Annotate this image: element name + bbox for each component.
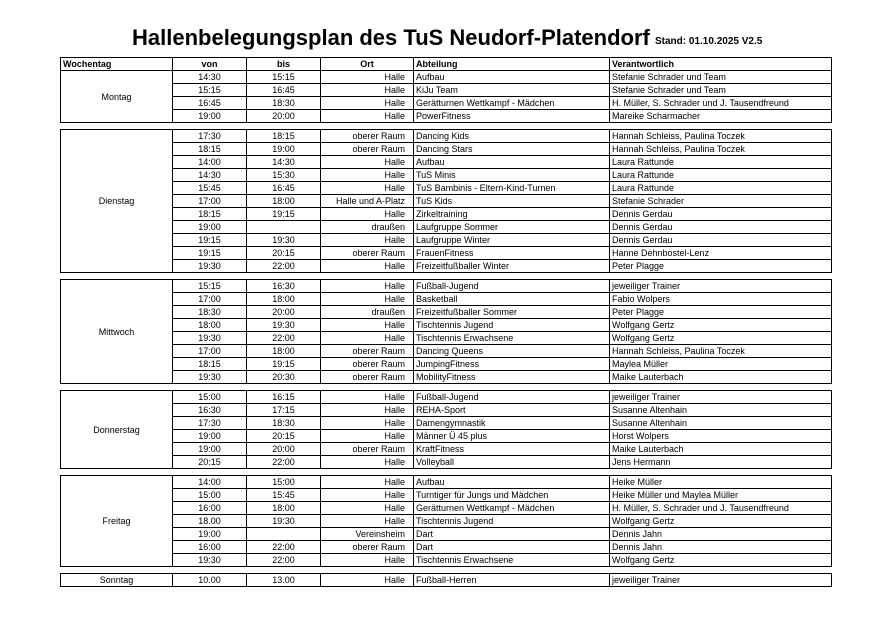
department-cell: Fußball-Jugend [414, 280, 610, 293]
location-cell: Halle [321, 97, 414, 110]
department-cell: PowerFitness [414, 110, 610, 123]
version-stamp: Stand: 01.10.2025 V2.5 [655, 36, 763, 47]
responsible-cell: Dennis Gerdau [610, 234, 832, 247]
department-cell: TuS Minis [414, 169, 610, 182]
table-row [61, 358, 832, 371]
start-time-cell: 10.00 [173, 574, 247, 587]
location-cell: oberer Raum [321, 345, 414, 358]
start-time-cell: 17:00 [173, 293, 247, 306]
weekday-cell: Dienstag [61, 130, 173, 273]
table-row [61, 489, 832, 502]
location-cell: Halle [321, 332, 414, 345]
table-row [61, 208, 832, 221]
department-cell: Aufbau [414, 71, 610, 84]
table-row [61, 110, 832, 123]
end-time-cell: 16:45 [247, 182, 321, 195]
responsible-cell: Heike Müller [610, 476, 832, 489]
responsible-cell: Stefanie Schrader und Team [610, 84, 832, 97]
end-time-cell: 18:15 [247, 130, 321, 143]
department-cell: Turntiger für Jungs und Mädchen [414, 489, 610, 502]
table-row [61, 84, 832, 97]
department-cell: KraftFitness [414, 443, 610, 456]
page-title: Hallenbelegungsplan des TuS Neudorf-Platendorf [132, 25, 650, 50]
start-time-cell: 18:15 [173, 208, 247, 221]
end-time-cell: 15:15 [247, 71, 321, 84]
start-time-cell: 14:00 [173, 476, 247, 489]
start-time-cell: 17:00 [173, 195, 247, 208]
start-time-cell: 20:15 [173, 456, 247, 469]
start-time-cell: 15:15 [173, 280, 247, 293]
table-row [61, 332, 832, 345]
table-row [61, 404, 832, 417]
department-cell: Damengymnastik [414, 417, 610, 430]
end-time-cell: 16:45 [247, 84, 321, 97]
responsible-cell: Dennis Jahn [610, 528, 832, 541]
end-time-cell: 15:00 [247, 476, 321, 489]
department-cell: KiJu Team [414, 84, 610, 97]
table-row [61, 430, 832, 443]
department-cell: Gerätturnen Wettkampf - Mädchen [414, 97, 610, 110]
department-cell: Dancing Kids [414, 130, 610, 143]
location-cell: draußen [321, 221, 414, 234]
responsible-cell: Dennis Jahn [610, 541, 832, 554]
start-time-cell: 19:15 [173, 234, 247, 247]
location-cell: Halle [321, 293, 414, 306]
start-time-cell: 15:00 [173, 391, 247, 404]
start-time-cell: 14:30 [173, 71, 247, 84]
department-cell: Fußball-Herren [414, 574, 610, 587]
location-cell: Halle [321, 502, 414, 515]
header-bis: bis [247, 58, 321, 71]
weekday-cell: Montag [61, 71, 173, 123]
end-time-cell: 22:00 [247, 456, 321, 469]
start-time-cell: 18:30 [173, 306, 247, 319]
end-time-cell: 16:30 [247, 280, 321, 293]
table-row [61, 234, 832, 247]
responsible-cell: Hannah Schleiss, Paulina Toczek [610, 345, 832, 358]
end-time-cell: 22:00 [247, 260, 321, 273]
table-row [61, 574, 832, 587]
department-cell: Basketball [414, 293, 610, 306]
start-time-cell: 17:30 [173, 417, 247, 430]
table-row [61, 221, 832, 234]
weekday-cell: Freitag [61, 476, 173, 567]
end-time-cell: 20:15 [247, 430, 321, 443]
location-cell: Halle [321, 489, 414, 502]
table-row [61, 476, 832, 489]
responsible-cell: Stefanie Schrader und Team [610, 71, 832, 84]
location-cell: Vereinsheim [321, 528, 414, 541]
table-row [61, 97, 832, 110]
location-cell: Halle [321, 234, 414, 247]
header-verantwortlich: Verantwortlich [610, 58, 832, 71]
start-time-cell: 19:15 [173, 247, 247, 260]
end-time-cell: 20:00 [247, 443, 321, 456]
start-time-cell: 17:00 [173, 345, 247, 358]
end-time-cell: 18:30 [247, 97, 321, 110]
start-time-cell: 18:15 [173, 143, 247, 156]
department-cell: FrauenFitness [414, 247, 610, 260]
responsible-cell: jeweiliger Trainer [610, 574, 832, 587]
department-cell: Zirkeltraining [414, 208, 610, 221]
table-row [61, 247, 832, 260]
department-cell: Gerätturnen Wettkampf - Mädchen [414, 502, 610, 515]
day-separator [61, 123, 832, 130]
department-cell: MobilityFitness [414, 371, 610, 384]
end-time-cell: 18:00 [247, 345, 321, 358]
responsible-cell: Wolfgang Gertz [610, 332, 832, 345]
table-row [61, 130, 832, 143]
department-cell: Tischtennis Erwachsene [414, 554, 610, 567]
separator-cell [61, 567, 832, 574]
location-cell: Halle [321, 554, 414, 567]
header-abteilung: Abteilung [414, 58, 610, 71]
table-row [61, 169, 832, 182]
department-cell: Aufbau [414, 476, 610, 489]
department-cell: Dart [414, 528, 610, 541]
table-row [61, 443, 832, 456]
location-cell: Halle [321, 71, 414, 84]
department-cell: Aufbau [414, 156, 610, 169]
schedule-body [61, 71, 832, 587]
table-row [61, 306, 832, 319]
responsible-cell: Horst Wolpers [610, 430, 832, 443]
separator-cell [61, 123, 832, 130]
end-time-cell: 18:00 [247, 293, 321, 306]
start-time-cell: 19:00 [173, 528, 247, 541]
location-cell: oberer Raum [321, 541, 414, 554]
end-time-cell: 19:30 [247, 515, 321, 528]
end-time-cell: 18:00 [247, 195, 321, 208]
location-cell: oberer Raum [321, 247, 414, 260]
responsible-cell: Dennis Gerdau [610, 221, 832, 234]
responsible-cell: Mareike Scharmacher [610, 110, 832, 123]
responsible-cell: Jens Hermann [610, 456, 832, 469]
responsible-cell: Maike Lauterbach [610, 371, 832, 384]
weekday-cell: Mittwoch [61, 280, 173, 384]
start-time-cell: 19:30 [173, 371, 247, 384]
table-row [61, 71, 832, 84]
end-time-cell [247, 528, 321, 541]
responsible-cell: jeweiliger Trainer [610, 280, 832, 293]
department-cell: Tischtennis Jugend [414, 515, 610, 528]
responsible-cell: Laura Rattunde [610, 169, 832, 182]
location-cell: Halle [321, 280, 414, 293]
location-cell: Halle [321, 319, 414, 332]
end-time-cell: 13.00 [247, 574, 321, 587]
schedule-container [60, 57, 832, 587]
responsible-cell: Hannah Schleiss, Paulina Toczek [610, 130, 832, 143]
responsible-cell: Maike Lauterbach [610, 443, 832, 456]
location-cell: Halle [321, 182, 414, 195]
department-cell: Tischtennis Erwachsene [414, 332, 610, 345]
location-cell: oberer Raum [321, 443, 414, 456]
end-time-cell: 16:15 [247, 391, 321, 404]
table-row [61, 502, 832, 515]
day-separator [61, 384, 832, 391]
location-cell: Halle [321, 110, 414, 123]
start-time-cell: 16:45 [173, 97, 247, 110]
start-time-cell: 14:30 [173, 169, 247, 182]
table-row [61, 554, 832, 567]
table-row [61, 156, 832, 169]
location-cell: Halle [321, 404, 414, 417]
table-row [61, 345, 832, 358]
start-time-cell: 19:30 [173, 554, 247, 567]
day-separator [61, 469, 832, 476]
responsible-cell: Susanne Altenhain [610, 417, 832, 430]
responsible-cell: jeweiliger Trainer [610, 391, 832, 404]
end-time-cell: 19:30 [247, 234, 321, 247]
end-time-cell: 15:45 [247, 489, 321, 502]
start-time-cell: 19:00 [173, 430, 247, 443]
end-time-cell: 22:00 [247, 541, 321, 554]
day-separator [61, 273, 832, 280]
responsible-cell: Hannah Schleiss, Paulina Toczek [610, 143, 832, 156]
start-time-cell: 15:45 [173, 182, 247, 195]
header-von: von [173, 58, 247, 71]
end-time-cell: 18:00 [247, 502, 321, 515]
table-row [61, 280, 832, 293]
end-time-cell: 17:15 [247, 404, 321, 417]
responsible-cell: H. Müller, S. Schrader und J. Tausendfreund [610, 97, 832, 110]
table-row [61, 182, 832, 195]
end-time-cell [247, 221, 321, 234]
end-time-cell: 20:00 [247, 306, 321, 319]
end-time-cell: 19:00 [247, 143, 321, 156]
start-time-cell: 14:00 [173, 156, 247, 169]
responsible-cell: Maylea Müller [610, 358, 832, 371]
weekday-cell: Sonntag [61, 574, 173, 587]
department-cell: Tischtennis Jugend [414, 319, 610, 332]
department-cell: TuS Kids [414, 195, 610, 208]
location-cell: Halle [321, 456, 414, 469]
day-separator [61, 567, 832, 574]
table-row [61, 515, 832, 528]
end-time-cell: 22:00 [247, 332, 321, 345]
title-row [0, 24, 890, 54]
start-time-cell: 19:00 [173, 443, 247, 456]
department-cell: JumpingFitness [414, 358, 610, 371]
department-cell: Laufgruppe Sommer [414, 221, 610, 234]
responsible-cell: Hanne Dehnbostel-Lenz [610, 247, 832, 260]
department-cell: Freizeitfußballer Sommer [414, 306, 610, 319]
location-cell: Halle und A-Platz [321, 195, 414, 208]
start-time-cell: 16:00 [173, 502, 247, 515]
table-row [61, 456, 832, 469]
start-time-cell: 17:30 [173, 130, 247, 143]
start-time-cell: 18.00 [173, 515, 247, 528]
table-row [61, 391, 832, 404]
start-time-cell: 18:15 [173, 358, 247, 371]
location-cell: Halle [321, 260, 414, 273]
end-time-cell: 14:30 [247, 156, 321, 169]
table-row [61, 528, 832, 541]
start-time-cell: 19:00 [173, 110, 247, 123]
location-cell: draußen [321, 306, 414, 319]
department-cell: Freizeitfußballer Winter [414, 260, 610, 273]
start-time-cell: 19:30 [173, 260, 247, 273]
responsible-cell: Dennis Gerdau [610, 208, 832, 221]
table-row [61, 371, 832, 384]
location-cell: Halle [321, 391, 414, 404]
schedule-table [60, 57, 832, 587]
end-time-cell: 20:30 [247, 371, 321, 384]
department-cell: Dart [414, 541, 610, 554]
start-time-cell: 15:15 [173, 84, 247, 97]
department-cell: Fußball-Jugend [414, 391, 610, 404]
separator-cell [61, 469, 832, 476]
location-cell: oberer Raum [321, 130, 414, 143]
location-cell: Halle [321, 430, 414, 443]
start-time-cell: 19:30 [173, 332, 247, 345]
responsible-cell: Susanne Altenhain [610, 404, 832, 417]
end-time-cell: 20:15 [247, 247, 321, 260]
location-cell: Halle [321, 208, 414, 221]
location-cell: Halle [321, 169, 414, 182]
responsible-cell: Wolfgang Gertz [610, 554, 832, 567]
responsible-cell: Wolfgang Gertz [610, 515, 832, 528]
responsible-cell: Peter Plagge [610, 306, 832, 319]
end-time-cell: 20:00 [247, 110, 321, 123]
end-time-cell: 19:15 [247, 358, 321, 371]
table-row [61, 541, 832, 554]
responsible-cell: Laura Rattunde [610, 182, 832, 195]
department-cell: Männer Ü 45 plus [414, 430, 610, 443]
responsible-cell: Stefanie Schrader [610, 195, 832, 208]
department-cell: REHA-Sport [414, 404, 610, 417]
header-wochentag: Wochentag [61, 58, 173, 71]
location-cell: Halle [321, 156, 414, 169]
responsible-cell: Fabio Wolpers [610, 293, 832, 306]
department-cell: Dancing Stars [414, 143, 610, 156]
header-row [61, 58, 832, 71]
location-cell: oberer Raum [321, 371, 414, 384]
end-time-cell: 18:30 [247, 417, 321, 430]
department-cell: Dancing Queens [414, 345, 610, 358]
responsible-cell: Heike Müller und Maylea Müller [610, 489, 832, 502]
location-cell: Halle [321, 476, 414, 489]
table-row [61, 260, 832, 273]
department-cell: TuS Bambinis - Eltern-Kind-Turnen [414, 182, 610, 195]
end-time-cell: 19:15 [247, 208, 321, 221]
end-time-cell: 15:30 [247, 169, 321, 182]
header-ort: Ort [321, 58, 414, 71]
location-cell: Halle [321, 417, 414, 430]
location-cell: Halle [321, 84, 414, 97]
separator-cell [61, 273, 832, 280]
start-time-cell: 18:00 [173, 319, 247, 332]
table-row [61, 319, 832, 332]
weekday-cell: Donnerstag [61, 391, 173, 469]
end-time-cell: 19:30 [247, 319, 321, 332]
responsible-cell: H. Müller, S. Schrader und J. Tausendfreund [610, 502, 832, 515]
responsible-cell: Laura Rattunde [610, 156, 832, 169]
end-time-cell: 22:00 [247, 554, 321, 567]
table-row [61, 417, 832, 430]
location-cell: oberer Raum [321, 358, 414, 371]
location-cell: oberer Raum [321, 143, 414, 156]
department-cell: Volleyball [414, 456, 610, 469]
table-row [61, 195, 832, 208]
start-time-cell: 15:00 [173, 489, 247, 502]
start-time-cell: 16:00 [173, 541, 247, 554]
department-cell: Laufgruppe Winter [414, 234, 610, 247]
start-time-cell: 16:30 [173, 404, 247, 417]
separator-cell [61, 384, 832, 391]
table-row [61, 143, 832, 156]
responsible-cell: Peter Plagge [610, 260, 832, 273]
start-time-cell: 19:00 [173, 221, 247, 234]
responsible-cell: Wolfgang Gertz [610, 319, 832, 332]
location-cell: Halle [321, 515, 414, 528]
table-row [61, 293, 832, 306]
location-cell: Halle [321, 574, 414, 587]
